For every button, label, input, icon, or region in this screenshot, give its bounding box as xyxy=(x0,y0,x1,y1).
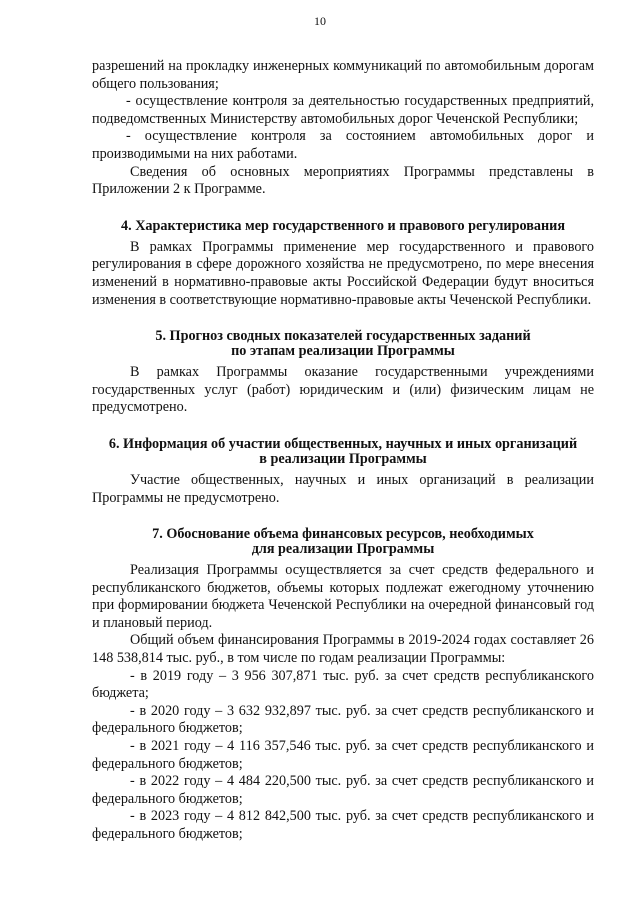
section-7-total: Общий объем финансирования Программы в 2019-2024 годах составляет 26 148 538,814 тыс. руб., в том числе по годам реализации Программы: xyxy=(92,632,594,667)
section-6-text: Участие общественных, научных и иных организаций в реализации Программы не предусмотрено. xyxy=(92,471,594,506)
heading-line: 7. Обоснование объема финансовых ресурсов, необходимых xyxy=(152,526,534,543)
section-4-heading: 4. Характеристика мер государственного и правового регулирования xyxy=(121,217,565,234)
funding-year-item: - в 2019 году – 3 956 307,871 тыс. руб. за счет средств республиканского бюджета; xyxy=(92,667,594,702)
paragraph: Сведения об основных мероприятиях Программы представлены в Приложении 2 к Программе. xyxy=(92,163,594,198)
section-6-heading xyxy=(92,437,594,467)
list-item: - осуществление контроля за деятельностью государственных предприятий, подведомственных Министерству автомобильных дорог Чеченской Республики; xyxy=(92,93,594,127)
heading-line: в реализации Программы xyxy=(259,450,427,467)
section-5-text: В рамках Программы оказание государственными учреждениями государственных услуг (работ) юридическим и (или) физическим лицам не предусмотрено. xyxy=(92,364,594,416)
paragraph: разрешений на прокладку инженерных коммуникаций по автомобильным дорогам общего пользования; xyxy=(92,58,594,92)
document-body xyxy=(92,58,594,844)
section-4-text: В рамках Программы применение мер государственного и правового регулирования в сфере дорожного хозяйства не предусмотрено, по мере внесения изменений в нормативно-правовые акты Российской Федерации будут вноситься изменения в соответствующие нормативно-правовые акты Чеченской Республики. xyxy=(92,238,594,308)
heading-line: 6. Информация об участии общественных, научных и иных организаций xyxy=(108,435,578,452)
page-number: 10 xyxy=(314,14,326,28)
heading-line: по этапам реализации Программы xyxy=(231,343,455,360)
funding-year-item: - в 2020 году – 3 632 932,897 тыс. руб. за счет средств республиканского и федерального бюджетов; xyxy=(92,702,594,737)
section-7-heading xyxy=(92,527,594,557)
funding-year-item: - в 2023 году – 4 812 842,500 тыс. руб. за счет средств республиканского и федерального бюджетов; xyxy=(92,808,594,842)
section-5-heading xyxy=(92,329,594,359)
funding-year-item: - в 2021 году – 4 116 357,546 тыс. руб. за счет средств республиканского и федерального бюджетов; xyxy=(92,738,594,772)
list-item: - осуществление контроля за состоянием автомобильных дорог и производимыми на них работами. xyxy=(92,128,594,162)
heading-line: для реализации Программы xyxy=(251,541,435,558)
funding-year-item: - в 2022 году – 4 484 220,500 тыс. руб. за счет средств республиканского и федерального бюджетов; xyxy=(92,773,594,807)
heading-line: 5. Прогноз сводных показателей государственных заданий xyxy=(155,328,531,345)
section-7-text: Реализация Программы осуществляется за счет средств федерального и республиканского бюджетов, объемы которых подлежат ежегодному уточнению при формировании бюджета Чеченской Республики на очередной финансовый год и плановый период. xyxy=(92,562,594,631)
